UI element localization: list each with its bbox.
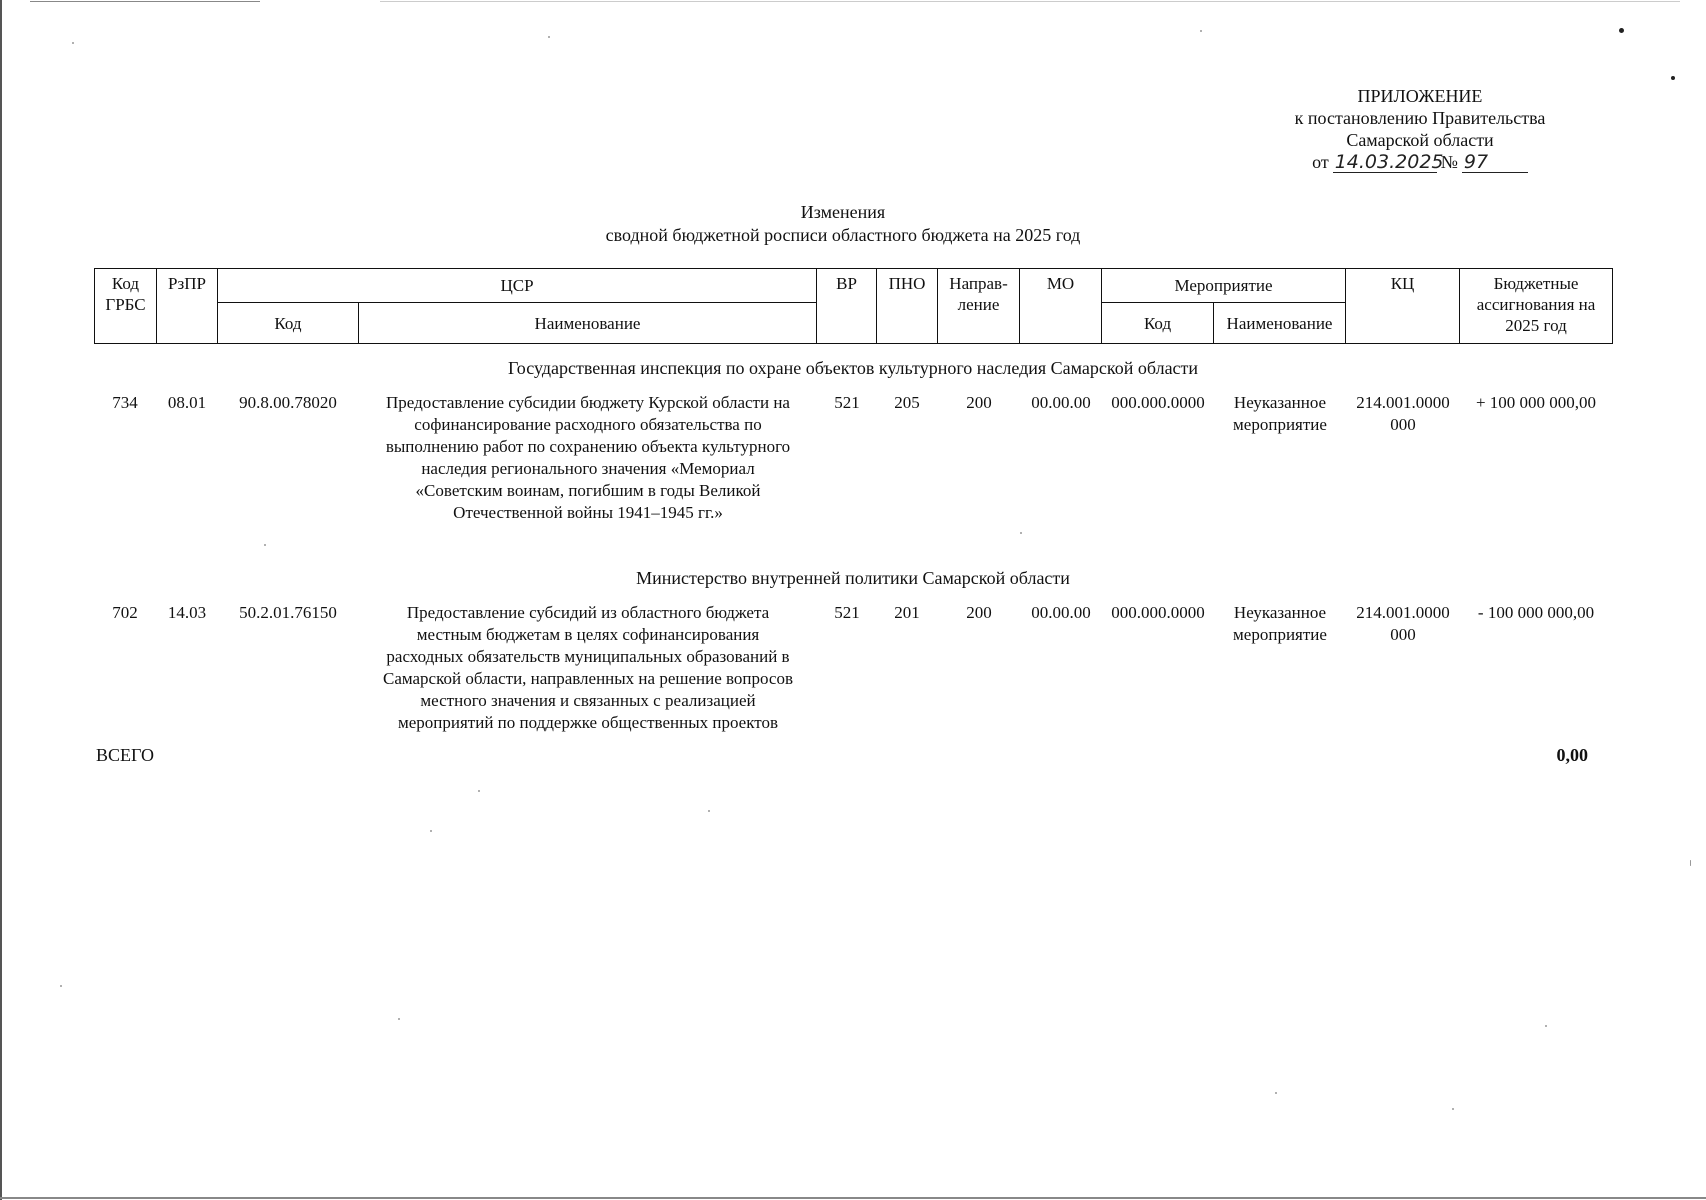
header-csr-code: Код (218, 303, 359, 344)
csr-name-line: наследия регионального значения «Мемориал (421, 459, 755, 478)
appendix-title: ПРИЛОЖЕНИЕ (1357, 86, 1483, 106)
event-name-line: Неуказанное (1233, 393, 1327, 412)
header-rzpr: РзПР (157, 269, 218, 344)
scan-edge-left (0, 0, 2, 1200)
cell-csr-name (360, 602, 816, 734)
cell-event-code: 000.000.0000 (1111, 603, 1205, 622)
cell-csr-code: 50.2.01.76150 (239, 603, 337, 622)
header-event-name: Наименование (1214, 303, 1346, 344)
kc-line: 000 (1390, 625, 1416, 644)
number-label: № (1440, 152, 1458, 172)
cell-event-code: 000.000.0000 (1111, 393, 1205, 412)
cell-amount: + 100 000 000,00 (1475, 393, 1597, 412)
scan-dust (1275, 1092, 1277, 1094)
scan-dust (60, 985, 62, 987)
csr-name-line: мероприятий по поддержке общественных проектов (397, 713, 778, 732)
document-title (500, 201, 1186, 247)
section-title: Министерство внутренней политики Самарской области (636, 568, 1070, 588)
header-kc: КЦ (1346, 269, 1460, 344)
total-label: ВСЕГО (96, 745, 154, 765)
scan-edge-top (30, 1, 260, 2)
scan-edge-bottom (0, 1197, 1706, 1199)
csr-name-line: «Советским воинам, погибшим в годы Великой (415, 481, 761, 500)
scan-dust (398, 1018, 400, 1020)
header-event-code: Код (1102, 303, 1214, 344)
handwritten-date: 14.03.2025 (1334, 151, 1444, 173)
kc-line: 000 (1390, 415, 1416, 434)
appendix-block (1230, 85, 1610, 173)
appendix-line-1: к постановлению Правительства (1294, 108, 1546, 128)
cell-rzpr: 14.03 (167, 603, 207, 622)
scan-dust (1545, 1025, 1547, 1027)
scan-dust (548, 36, 550, 38)
scan-dust (264, 544, 266, 546)
document-title-line-1: Изменения (800, 202, 886, 222)
total-value: 0,00 (1556, 745, 1588, 765)
scan-dust (1200, 30, 1202, 32)
appendix-date-line (1312, 151, 1528, 173)
cell-event-name (1215, 602, 1345, 646)
cell-csr-code: 90.8.00.78020 (239, 393, 337, 412)
csr-name-line: Самарской области, направленных на решение вопросов (382, 669, 794, 688)
csr-name-line: Предоставление субсидий из областного бюджета (406, 603, 770, 622)
header-allocations: Бюджетные ассигнования на 2025 год (1460, 269, 1613, 344)
cell-vr: 521 (834, 603, 860, 622)
cell-napr: 200 (966, 393, 992, 412)
csr-name-line: местного значения и связанных с реализацией (420, 691, 756, 710)
appendix-line-2: Самарской области (1346, 130, 1494, 150)
cell-amount: - 100 000 000,00 (1477, 603, 1595, 622)
scan-spot (1619, 28, 1624, 33)
scan-dust (478, 790, 480, 792)
section-title: Государственная инспекция по охране объектов культурного наследия Самарской области (507, 358, 1199, 378)
csr-name-line: софинансирование расходного обязательства по (414, 415, 762, 434)
scan-dust (430, 830, 432, 832)
csr-name-line: местным бюджетам в целях софинансирования (416, 625, 760, 644)
event-name-line: мероприятие (1233, 415, 1327, 434)
event-name-line: мероприятие (1233, 625, 1327, 644)
scan-spot (1671, 76, 1675, 80)
budget-table-header (94, 268, 1613, 344)
scan-dust (72, 42, 74, 44)
cell-pno: 205 (894, 393, 920, 412)
scan-edge-top (380, 1, 1680, 2)
header-napr: Направ-ление (938, 269, 1020, 344)
cell-event-name (1215, 392, 1345, 436)
cell-kc (1347, 602, 1459, 646)
document-title-line-2: сводной бюджетной росписи областного бюджета на 2025 год (605, 225, 1081, 245)
header-csr: ЦСР (218, 269, 817, 303)
csr-name-line: расходных обязательств муниципальных образований в (386, 647, 790, 666)
header-vr: ВР (817, 269, 877, 344)
scan-dust (1020, 532, 1022, 534)
cell-grbs: 702 (112, 603, 138, 622)
cell-kc (1347, 392, 1459, 436)
handwritten-number: 97 (1462, 152, 1528, 173)
kc-line: 214.001.0000 (1356, 393, 1450, 412)
cell-mo: 00.00.00 (1031, 603, 1091, 622)
cell-grbs: 734 (112, 393, 138, 412)
scan-dust (708, 810, 710, 812)
scan-dust (1452, 1108, 1454, 1110)
cell-vr: 521 (834, 393, 860, 412)
header-grbs: Код ГРБС (95, 269, 157, 344)
cell-csr-name (360, 392, 816, 524)
scan-dust (1690, 860, 1691, 866)
header-csr-name: Наименование (359, 303, 817, 344)
event-name-line: Неуказанное (1233, 603, 1327, 622)
header-event: Мероприятие (1102, 269, 1346, 303)
header-mo: МО (1020, 269, 1102, 344)
from-label: от (1312, 152, 1329, 172)
cell-rzpr: 08.01 (167, 393, 207, 412)
cell-mo: 00.00.00 (1031, 393, 1091, 412)
cell-napr: 200 (966, 603, 992, 622)
csr-name-line: Предоставление субсидии бюджету Курской области на (386, 393, 790, 412)
header-pno: ПНО (877, 269, 938, 344)
cell-pno: 201 (894, 603, 920, 622)
csr-name-line: выполнению работ по сохранению объекта культурного (385, 437, 791, 456)
csr-name-line: Отечественной войны 1941–1945 гг.» (453, 503, 723, 522)
kc-line: 214.001.0000 (1356, 603, 1450, 622)
